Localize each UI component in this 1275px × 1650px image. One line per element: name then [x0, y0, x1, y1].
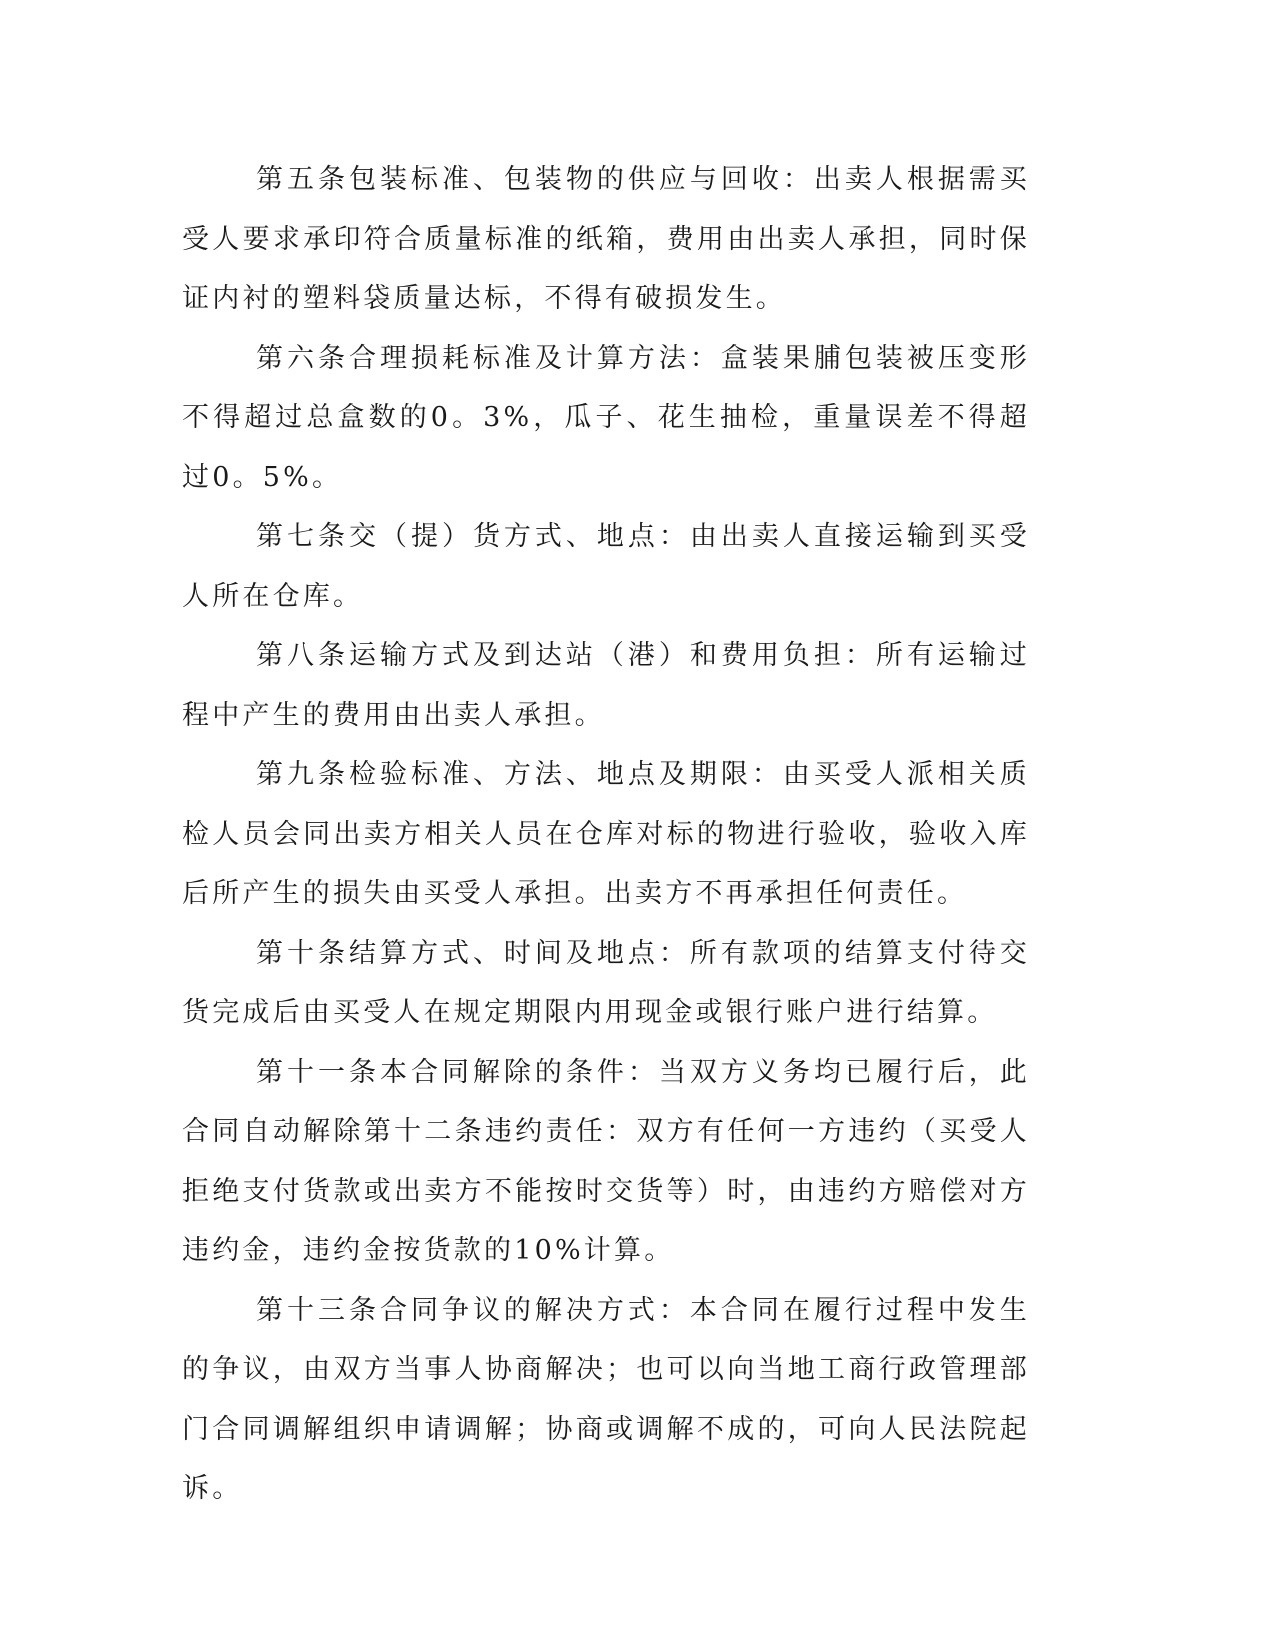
- document-page: [182, 150, 1030, 1519]
- clause-5-packaging: 第五条包装标准、包装物的供应与回收：出卖人根据需买受人要求承印符合质量标准的纸箱，费用由出卖人承担，同时保证内衬的塑料袋质量达标，不得有破损发生。: [182, 164, 1030, 314]
- clause-6-loss-standard: 第六条合理损耗标准及计算方法：盒装果脯包装被压变形不得超过总盒数的0。3%，瓜子、花生抽检，重量误差不得超过0。5%。: [182, 342, 1030, 493]
- clause-13-dispute-resolution: 第十三条合同争议的解决方式：本合同在履行过程中发生的争议，由双方当事人协商解决；也可以向当地工商行政管理部门合同调解组织申请调解；协商或调解不成的，可向人民法院起诉。: [182, 1294, 1030, 1504]
- clause-8-transport: 第八条运输方式及到达站（港）和费用负担：所有运输过程中产生的费用由出卖人承担。: [182, 640, 1030, 731]
- clause-9-inspection: 第九条检验标准、方法、地点及期限：由买受人派相关质检人员会同出卖方相关人员在仓库对标的物进行验收，验收入库后所产生的损失由买受人承担。出卖方不再承担任何责任。: [182, 759, 1030, 909]
- clause-7-delivery: 第七条交（提）货方式、地点：由出卖人直接运输到买受人所在仓库。: [182, 521, 1030, 612]
- clause-11-12-termination-liability: 第十一条本合同解除的条件：当双方义务均已履行后，此合同自动解除第十二条违约责任：双方有任何一方违约（买受人拒绝支付货款或出卖方不能按时交货等）时，由违约方赔偿对方违约金，违约金按货款的10%计算。: [182, 1056, 1030, 1266]
- clause-10-settlement: 第十条结算方式、时间及地点：所有款项的结算支付待交货完成后由买受人在规定期限内用现金或银行账户进行结算。: [182, 937, 1030, 1028]
